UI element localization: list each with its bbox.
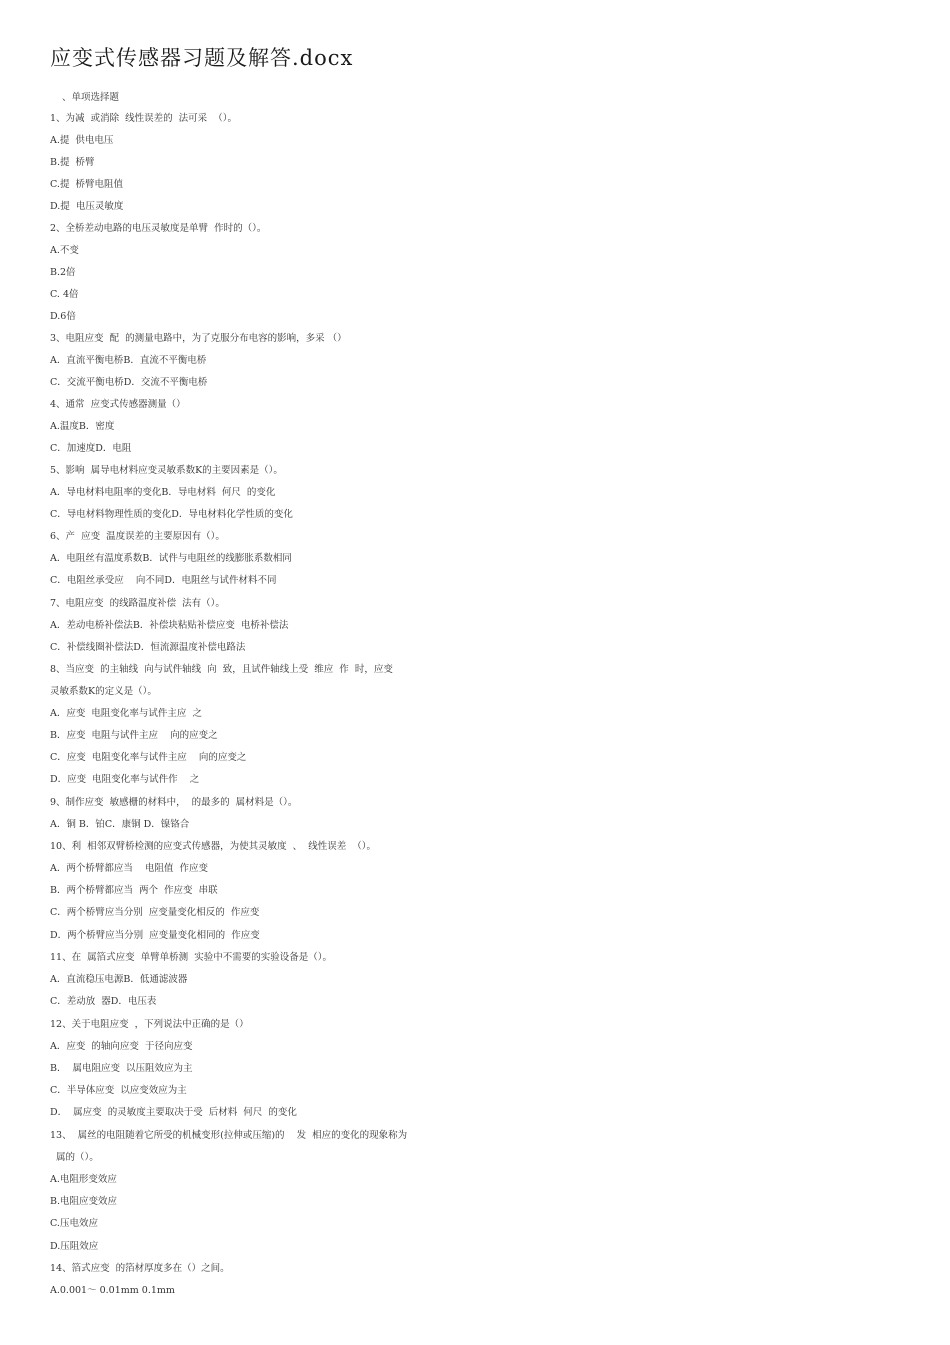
- answer-option: C．差动放 器D．电压表: [50, 996, 157, 1007]
- answer-option: A.温度B．密度: [50, 421, 115, 432]
- answer-option: A．应变 电阻变化率与试件主应 之: [50, 708, 202, 719]
- answer-option: B.电阻应变效应: [50, 1196, 118, 1207]
- answer-option: A．直流平衡电桥B．直流不平衡电桥: [50, 355, 207, 366]
- answer-option: C．加速度D．电阻: [50, 443, 132, 454]
- answer-option: C．电阻丝承受应 向不同D．电阻丝与试件材料不同: [50, 575, 277, 586]
- question-text: 7、电阻应变 的线路温度补偿 法有（）。: [50, 598, 225, 609]
- answer-option: A．直流稳压电源B．低通滤波器: [50, 974, 188, 985]
- answer-option: B．应变 电阻与试件主应 向的应变之: [50, 730, 218, 741]
- answer-option: C．半导体应变 以应变效应为主: [50, 1085, 187, 1096]
- answer-option: D.提 电压灵敏度: [50, 201, 124, 212]
- answer-option: A.0.001～ 0.01mm 0.1mm: [50, 1285, 175, 1296]
- answer-option: C．两个桥臂应当分别 应变量变化相反的 作应变: [50, 907, 260, 918]
- answer-option: A．两个桥臂都应当 电阻值 作应变: [50, 863, 208, 874]
- question-text: 灵敏系数K的定义是（）。: [50, 686, 157, 697]
- question-text: 5、影响 属导电材料应变灵敏系数K的主要因素是（）。: [50, 465, 283, 476]
- answer-option: A.提 供电电压: [50, 135, 114, 146]
- section-heading: 、单项选择题: [62, 92, 120, 103]
- question-text: 12、关于电阻应变 ，下列说法中正确的是（）: [50, 1019, 249, 1030]
- answer-option: A.电阻形变效应: [50, 1174, 117, 1185]
- answer-option: B.提 桥臂: [50, 157, 95, 168]
- question-text: 9、制作应变 敏感栅的材料中， 的最多的 属材料是（）。: [50, 797, 298, 808]
- question-text: 2、全桥差动电路的电压灵敏度是单臂 作时的（）。: [50, 223, 267, 234]
- question-text: 属的（）。: [50, 1152, 99, 1163]
- question-text: 11、在 属箔式应变 单臂单桥测 实验中不需要的实验设备是（）。: [50, 952, 332, 963]
- question-text: 6、产 应变 温度误差的主要原因有（）。: [50, 531, 225, 542]
- document-title: 应变式传感器习题及解答.docx: [50, 46, 354, 70]
- question-text: 3、电阻应变 配 的测量电路中，为了克服分布电容的影响，多采 （）: [50, 333, 347, 344]
- answer-option: C.压电效应: [50, 1218, 98, 1229]
- answer-option: C．交流平衡电桥D．交流不平衡电桥: [50, 377, 208, 388]
- answer-option: A．差动电桥补偿法B．补偿块粘贴补偿应变 电桥补偿法: [50, 620, 289, 631]
- question-text: 1、为减 或消除 线性误差的 法可采 （）。: [50, 113, 237, 124]
- answer-option: C．应变 电阻变化率与试件主应 向的应变之: [50, 752, 247, 763]
- answer-option: B． 属电阻应变 以压阻效应为主: [50, 1063, 193, 1074]
- answer-option: A．导电材料电阻率的变化B．导电材料 何尺 的变化: [50, 487, 276, 498]
- question-text: 8、当应变 的主轴线 向与试件轴线 向 致，且试件轴线上受 维应 作 时，应变: [50, 664, 393, 675]
- question-text: 14、箔式应变 的箔材厚度多在（）之间。: [50, 1263, 230, 1274]
- answer-option: B．两个桥臂都应当 两个 作应变 串联: [50, 885, 218, 896]
- answer-option: C．导电材料物理性质的变化D．导电材料化学性质的变化: [50, 509, 293, 520]
- answer-option: C. 4倍: [50, 289, 79, 300]
- question-text: 13、 属丝的电阻随着它所受的机械变形(拉伸或压缩)的 发 相应的变化的现象称为: [50, 1130, 408, 1141]
- answer-option: A.不变: [50, 245, 79, 256]
- answer-option: A．铜 B．铂C．康铜 D．镍铬合: [50, 819, 190, 830]
- answer-option: D.压阻效应: [50, 1241, 99, 1252]
- answer-option: B.2倍: [50, 267, 76, 278]
- answer-option: D．两个桥臂应当分别 应变量变化相同的 作应变: [50, 930, 260, 941]
- question-text: 4、通常 应变式传感器测量（）: [50, 399, 186, 410]
- question-text: 10、利 相邻双臂桥检测的应变式传感器，为使其灵敏度 、 线性误差 （）。: [50, 841, 376, 852]
- answer-option: A．电阻丝有温度系数B．试件与电阻丝的线膨胀系数相同: [50, 553, 292, 564]
- answer-option: D.6倍: [50, 311, 76, 322]
- answer-option: A．应变 的轴向应变 于径向应变: [50, 1041, 193, 1052]
- answer-option: D． 属应变 的灵敏度主要取决于受 后材料 何尺 的变化: [50, 1107, 297, 1118]
- answer-option: C．补偿线圈补偿法D．恒流源温度补偿电路法: [50, 642, 246, 653]
- answer-option: C.提 桥臂电阻值: [50, 179, 123, 190]
- answer-option: D．应变 电阻变化率与试件作 之: [50, 774, 200, 785]
